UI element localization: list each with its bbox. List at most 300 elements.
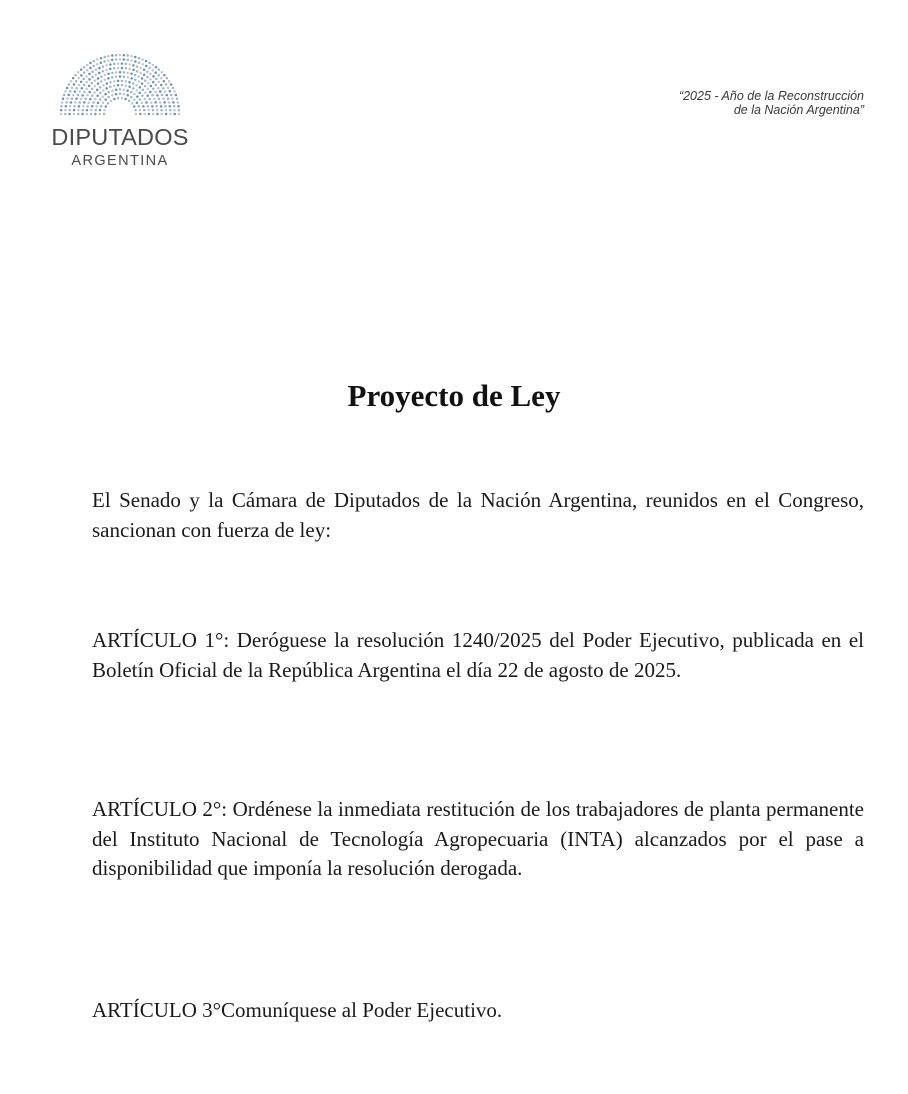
seat-dot [178, 109, 181, 112]
seat-dot [103, 56, 106, 59]
seat-dot [80, 68, 83, 71]
seat-dot [151, 94, 154, 97]
seat-dot [141, 82, 144, 85]
seat-dot [168, 80, 171, 83]
seat-dot [121, 67, 124, 70]
seat-dot [73, 83, 76, 86]
seat-dot [134, 74, 137, 77]
seat-dot [169, 113, 172, 116]
seat-dot [152, 69, 155, 72]
seat-dot [121, 97, 124, 100]
seat-dot [123, 88, 126, 91]
seat-dot [115, 88, 118, 91]
seat-dot [135, 89, 138, 92]
seat-dot [134, 78, 137, 81]
seat-dot [136, 70, 139, 73]
seat-dot [82, 105, 85, 108]
seat-dot [73, 113, 76, 116]
seat-dot [139, 113, 142, 116]
seat-dot [86, 94, 89, 97]
seat-dot [139, 86, 142, 89]
seat-dot [115, 71, 118, 74]
seat-dot [80, 98, 83, 101]
seat-dot [107, 96, 110, 99]
seat-dot [93, 60, 96, 63]
seat-dot [88, 73, 91, 76]
seat-dot [134, 60, 137, 63]
seat-dot [160, 77, 163, 80]
seat-dot [94, 98, 97, 101]
seat-dot [88, 91, 91, 94]
seat-dot [167, 87, 170, 90]
seat-dot [145, 60, 148, 63]
seat-dot [141, 63, 144, 66]
seat-dot [107, 102, 110, 105]
seat-dot [70, 80, 73, 83]
seat-dot [158, 98, 161, 101]
seat-dot [64, 113, 67, 116]
seat-dot [97, 77, 100, 80]
seat-dot [155, 66, 158, 69]
seat-dot [162, 87, 165, 90]
seat-dot [91, 82, 94, 85]
seat-dot [93, 65, 96, 68]
article-1: ARTÍCULO 1°: Deróguese la resolución 1240/2025 del Poder Ejecutivo, publicada en el Boletín Oficial de la República Argentina el día 22 de agosto de 2025. [92, 628, 864, 682]
seat-dot [64, 109, 67, 112]
seat-dot [104, 74, 107, 77]
document-title: Proyecto de Ley [347, 378, 561, 413]
seat-dot [110, 100, 113, 103]
seat-dot [152, 88, 155, 91]
seat-dot [74, 74, 77, 77]
seat-dot [154, 101, 157, 104]
seat-dot [126, 89, 129, 92]
seat-dot [91, 95, 94, 98]
seat-dot [163, 101, 166, 104]
seat-dot [165, 83, 168, 86]
seat-dot [60, 105, 63, 108]
seat-dot [152, 81, 155, 84]
seat-dot [147, 109, 150, 112]
seat-dot [73, 105, 76, 108]
seat-dot [173, 113, 176, 116]
seat-dot [161, 113, 164, 116]
seat-dot [159, 101, 162, 104]
seat-dot [94, 79, 97, 82]
seat-dot [158, 68, 161, 71]
seat-dot [150, 101, 153, 104]
seat-dot [111, 59, 114, 62]
seat-dot [107, 77, 110, 80]
seat-dot [166, 94, 169, 97]
seat-dot [148, 98, 151, 101]
seat-dot [155, 71, 158, 74]
seat-dot [79, 90, 82, 93]
seat-dot [147, 105, 150, 108]
seat-dot [95, 68, 98, 71]
seat-dot [133, 105, 136, 108]
seat-dot [117, 62, 120, 65]
seat-dot [89, 67, 92, 70]
diputados-logo [40, 52, 200, 177]
seat-dot [123, 58, 126, 61]
seat-dot [79, 101, 82, 104]
seat-dot [138, 62, 141, 65]
seat-dot [178, 113, 181, 116]
seat-dot [163, 80, 166, 83]
seat-dot [75, 97, 78, 100]
seat-dot [123, 54, 126, 57]
seat-dot [149, 78, 152, 81]
seat-dot [86, 105, 89, 108]
seat-dot [146, 76, 149, 79]
seat-dot [149, 73, 152, 76]
seat-dot [142, 105, 145, 108]
seat-dot [140, 72, 143, 75]
seat-dot [136, 101, 139, 104]
seat-dot [100, 105, 103, 108]
seat-dot [117, 97, 120, 100]
seat-dot [102, 84, 105, 87]
seat-dot [163, 74, 166, 77]
seat-dot [89, 98, 92, 101]
seat-dot [128, 63, 131, 66]
seat-dot [152, 109, 155, 112]
seat-dot [126, 54, 129, 57]
seat-dot [100, 80, 103, 83]
seat-dot [106, 82, 109, 85]
seat-dot [69, 109, 72, 112]
seat-dot [125, 84, 128, 87]
seat-dot [100, 57, 103, 60]
seat-dot [155, 105, 158, 108]
seat-dot [99, 92, 102, 95]
seat-dot [99, 86, 102, 89]
seat-dot [83, 66, 86, 69]
seat-dot [105, 105, 108, 108]
seat-dot [145, 101, 148, 104]
logo-name: DIPUTADOS [51, 124, 189, 150]
seat-dot [113, 98, 116, 101]
seat-dot [167, 98, 170, 101]
seat-dot [126, 72, 128, 75]
seat-dot [88, 78, 91, 81]
seat-dot [60, 113, 63, 116]
seat-dot [96, 95, 99, 98]
seat-dot [60, 109, 63, 112]
seat-dot [115, 54, 118, 57]
seat-dot [94, 109, 97, 112]
seat-dot [169, 109, 172, 112]
seat-dot [80, 81, 83, 84]
seat-dot [130, 59, 133, 62]
seat-dot [127, 59, 130, 62]
seat-dot [97, 102, 100, 105]
seat-dot [105, 64, 108, 67]
seat-dot [68, 83, 71, 86]
seat-dot [119, 92, 122, 95]
seat-dot [146, 95, 149, 98]
seat-dot [77, 77, 80, 80]
seat-dot [143, 113, 146, 116]
seat-dot [172, 101, 175, 104]
seat-dot [152, 75, 155, 78]
seat-dot [117, 67, 120, 70]
seat-dot [104, 93, 107, 96]
hemicycle-seats-icon [57, 52, 183, 118]
seat-dot [152, 113, 155, 116]
seat-dot [117, 84, 120, 87]
seat-dot [148, 62, 151, 65]
seat-dot [125, 80, 128, 83]
seat-dot [170, 83, 173, 86]
seat-dot [132, 69, 135, 72]
seat-dot [141, 95, 144, 98]
seat-dot [71, 98, 74, 101]
seat-dot [130, 55, 133, 58]
seat-dot [95, 73, 98, 76]
seat-dot [160, 71, 163, 74]
seat-dot [95, 105, 98, 108]
seat-dot [143, 73, 146, 76]
seat-dot [96, 89, 99, 92]
seat-dot [72, 77, 75, 80]
seat-dot [135, 84, 138, 87]
seat-dot [128, 81, 131, 84]
seat-dot [157, 87, 160, 90]
year-motto [679, 89, 864, 117]
seat-dot [150, 85, 153, 88]
seat-dot [81, 87, 84, 90]
seat-dot [169, 90, 172, 93]
seat-dot [70, 101, 73, 104]
seat-dot [78, 84, 81, 87]
logo-country: ARGENTINA [71, 153, 169, 169]
seat-dot [155, 84, 158, 87]
seat-dot [139, 109, 142, 112]
seat-dot [157, 74, 160, 77]
seat-dot [138, 57, 141, 60]
seat-dot [99, 98, 102, 101]
seat-dot [68, 113, 71, 116]
seat-dot [130, 91, 133, 94]
seat-dot [111, 72, 114, 75]
seat-dot [119, 58, 122, 61]
seat-dot [102, 65, 105, 68]
seat-dot [105, 87, 108, 90]
seat-dot [88, 85, 91, 88]
seat-dot [77, 109, 80, 112]
seat-dot [61, 101, 64, 104]
seat-dot [83, 84, 86, 87]
article-2: ARTÍCULO 2°: Ordénese la inmediata restitución de los trabajadores de planta permanente del Instituto Nacional de Tecnología Agropecuaria (INTA) alcanzados por el pase a disponibilidad que imponía la resolución derogada. [92, 797, 864, 880]
seat-dot [164, 90, 167, 93]
seat-dot [175, 94, 178, 97]
seat-dot [93, 91, 96, 94]
seat-dot [173, 109, 176, 112]
seat-dot [109, 86, 112, 89]
seat-dot [125, 67, 128, 70]
seat-dot [85, 75, 88, 78]
seat-dot [111, 94, 114, 97]
seat-dot [109, 63, 112, 66]
seat-dot [147, 82, 150, 85]
seat-dot [100, 75, 103, 78]
seat-dot [132, 64, 135, 67]
seat-dot [94, 85, 97, 88]
seat-dot [121, 62, 124, 65]
seat-dot [103, 113, 106, 116]
seat-dot [170, 94, 173, 97]
motto-line-1: “2025 - Año de la Reconstrucción [678, 89, 864, 103]
seat-dot [97, 82, 100, 85]
seat-dot [113, 63, 116, 66]
seat-dot [139, 67, 142, 70]
seat-dot [94, 113, 97, 116]
seat-dot [171, 97, 174, 100]
seat-dot [123, 75, 126, 78]
seat-dot [130, 96, 133, 99]
seat-dot [63, 94, 65, 97]
seat-dot [142, 89, 145, 92]
seat-dot [107, 59, 110, 62]
seat-dot [155, 78, 158, 81]
seat-dot [66, 87, 69, 90]
seat-dot [145, 65, 148, 68]
motto-line-2: de la Nación Argentina” [733, 103, 864, 117]
seat-dot [91, 70, 94, 73]
seat-dot [165, 113, 168, 116]
seat-dot [102, 89, 105, 92]
seat-dot [78, 105, 81, 108]
seat-dot [148, 113, 151, 116]
seat-dot [144, 85, 147, 88]
seat-dot [77, 94, 80, 97]
seat-dot [86, 64, 89, 67]
seat-dot [160, 105, 163, 108]
seat-dot [139, 98, 142, 101]
seat-dot [81, 113, 84, 116]
seat-dot [133, 98, 136, 101]
seat-dot [109, 68, 112, 71]
seat-dot [109, 81, 112, 84]
seat-dot [173, 105, 176, 108]
seat-dot [113, 84, 116, 87]
seat-dot [119, 75, 122, 78]
seat-dot [151, 105, 154, 108]
seat-dot [69, 105, 72, 108]
seat-dot [68, 94, 71, 97]
seat-dot [113, 67, 116, 70]
seat-dot [77, 113, 80, 116]
seat-dot [125, 63, 128, 66]
seat-dot [104, 78, 107, 81]
seat-dot [136, 65, 139, 68]
seat-dot [144, 79, 147, 82]
seat-dot [98, 72, 101, 75]
seat-dot [91, 88, 94, 91]
seat-dot [102, 70, 105, 73]
seat-dot [141, 102, 144, 105]
article-3: ARTÍCULO 3°Comuníquese al Poder Ejecutivo. [92, 998, 503, 1022]
seat-dot [121, 84, 124, 87]
seat-dot [83, 101, 86, 104]
seat-dot [159, 90, 162, 93]
seat-dot [85, 81, 88, 84]
seat-dot [82, 78, 85, 81]
seat-dot [143, 109, 146, 112]
seat-dot [115, 93, 118, 96]
seat-dot [86, 69, 89, 72]
seat-dot [65, 105, 68, 108]
seat-dot [176, 97, 179, 100]
seat-dot [143, 98, 146, 101]
seat-dot [149, 91, 152, 94]
seat-dot [71, 87, 74, 90]
seat-dot [111, 54, 114, 57]
seat-dot [107, 55, 110, 58]
seat-dot [132, 87, 135, 90]
seat-dot [134, 56, 137, 59]
seat-dot [80, 74, 83, 77]
seat-dot [172, 87, 175, 90]
seat-dot [160, 84, 163, 87]
seat-dot [98, 67, 101, 70]
seat-dot [69, 90, 72, 93]
seat-dot [99, 109, 102, 112]
seat-dot [130, 77, 133, 80]
seat-dot [86, 113, 89, 116]
seat-dot [153, 98, 156, 101]
seat-dot [128, 86, 131, 89]
seat-dot [177, 105, 180, 108]
seat-dot [141, 77, 144, 80]
seat-dot [154, 91, 157, 94]
seat-dot [103, 60, 106, 63]
seat-dot [90, 109, 93, 112]
seat-dot [88, 101, 91, 104]
seat-dot [75, 87, 78, 90]
seat-dot [137, 75, 140, 78]
seat-dot [135, 113, 138, 116]
seat-dot [81, 94, 84, 97]
seat-dot [132, 82, 135, 85]
seat-dot [111, 89, 114, 92]
seat-dot [147, 88, 150, 91]
seat-dot [165, 109, 168, 112]
seat-dot [164, 105, 167, 108]
seat-dot [90, 113, 93, 116]
seat-dot [104, 98, 107, 101]
seat-dot [144, 91, 147, 94]
seat-dot [123, 71, 126, 74]
seat-dot [100, 62, 103, 65]
seat-dot [74, 90, 77, 93]
seat-dot [130, 73, 133, 76]
seat-dot [131, 102, 134, 105]
seat-dot [98, 113, 101, 116]
seat-dot [86, 109, 89, 112]
seat-dot [91, 105, 94, 108]
seat-dot [115, 75, 118, 78]
seat-dot [156, 94, 159, 97]
seat-dot [119, 54, 122, 57]
seat-dot [101, 95, 104, 98]
seat-dot [141, 58, 144, 61]
seat-dot [119, 88, 122, 91]
seat-dot [124, 98, 127, 101]
seat-dot [91, 76, 94, 79]
